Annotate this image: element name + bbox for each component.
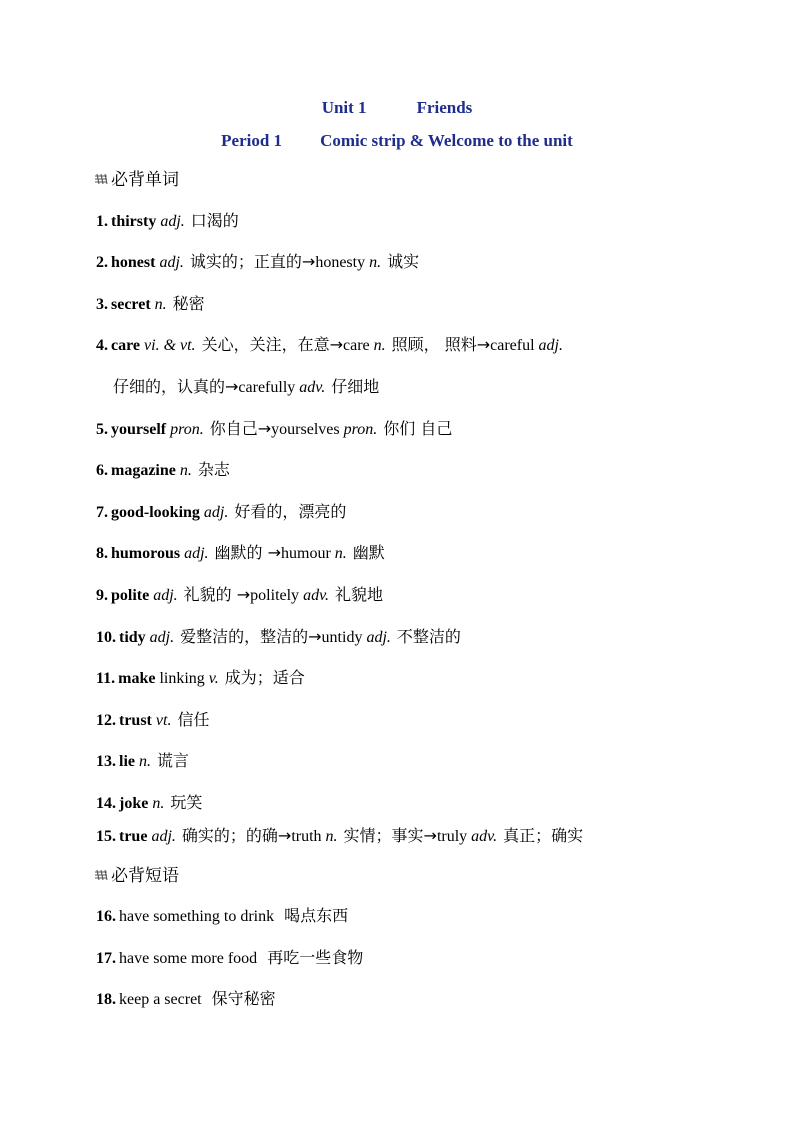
entry-word: yourself [111, 421, 167, 438]
section-words-title: 必背单词 [111, 170, 179, 190]
word-entry [96, 294, 205, 315]
entry-number: 2. [96, 254, 108, 271]
entry-number: 6. [96, 462, 108, 479]
entry-meaning: 确实的；的确→ [181, 826, 292, 845]
derived-meaning: 照顾， 照料→ [391, 335, 491, 354]
derived-meaning: 幽默 [352, 543, 385, 562]
derived-word: untidy [321, 629, 363, 646]
derived-pos-2: adv. [471, 828, 498, 845]
derived-word-2: truly [436, 828, 468, 845]
derived-word: politely [250, 587, 300, 604]
entry-number: 9. [96, 587, 108, 604]
unit-topic: Friends [416, 98, 473, 117]
continuation-word: carefully [238, 379, 296, 396]
entry-pos: n. [139, 753, 151, 770]
entry-pos: pron. [170, 421, 204, 438]
derived-word: yourselves [271, 421, 340, 438]
entry-number: 16. [96, 908, 116, 925]
word-entry [96, 502, 346, 523]
continuation-pos: adv. [299, 379, 326, 396]
unit-title [0, 98, 794, 118]
entry-meaning: 爱整洁的，整洁的→ [180, 627, 322, 646]
entry-meaning: 成为；适合 [224, 668, 305, 687]
continuation-meaning: 仔细的，认真的→ [113, 377, 239, 396]
phrase-meaning: 喝点东西 [284, 906, 349, 925]
entry-word: thirsty [111, 213, 157, 230]
entry-number: 18. [96, 991, 116, 1008]
entry-meaning: 口渴的 [190, 211, 239, 230]
entry-pos: vt. [155, 712, 172, 729]
entry-meaning: 关心，关注，在意→ [201, 335, 343, 354]
entry-meaning: 秘密 [172, 294, 205, 313]
entry-word: joke [119, 795, 149, 812]
entry-word: secret [111, 296, 151, 313]
derived-meaning: 实情；事实→ [343, 826, 437, 845]
entry-word-rest: linking [159, 670, 205, 687]
entry-word: trust [119, 712, 152, 729]
entry-number: 10. [96, 629, 116, 646]
derived-pos: n. [369, 254, 382, 271]
word-entry [96, 627, 461, 648]
entry-pos: n. [152, 795, 165, 812]
derived-pos: adv. [303, 587, 329, 604]
word-entry [96, 793, 202, 814]
period-label: Period 1 [221, 131, 283, 150]
derived-word: care [342, 337, 370, 354]
entry-number: 11. [96, 670, 116, 687]
entry-number: 12. [96, 712, 116, 729]
entry-meaning: 幽默的 → [214, 543, 282, 562]
entry-meaning: 好看的，漂亮的 [234, 502, 347, 521]
entry-pos: adj. [153, 587, 178, 604]
entry-meaning: 杂志 [197, 460, 230, 479]
entry-pos: adj. [159, 254, 184, 271]
entry-word: care [111, 337, 141, 354]
phrase-meaning: 再吃一些食物 [267, 948, 364, 967]
entry-pos: adj. [149, 629, 175, 646]
word-entry [96, 751, 189, 772]
entry-word: tidy [119, 629, 146, 646]
entry-word: honest [111, 254, 156, 271]
entry-pos: adj. [203, 504, 229, 521]
entry-word: lie [119, 753, 135, 770]
derived-pos: n. [334, 545, 347, 562]
derived-pos-2: adj. [538, 337, 563, 354]
section-mark-icon [94, 174, 108, 184]
section-phrases-title: 必背短语 [111, 866, 179, 886]
entry-number: 17. [96, 950, 116, 967]
derived-word: humour [281, 545, 331, 562]
derived-meaning: 你们 自己 [383, 419, 453, 438]
phrase-entry [96, 948, 363, 969]
word-entry [96, 585, 383, 606]
entry-number: 1. [96, 213, 108, 230]
section-words-heading [94, 165, 179, 190]
entry-number: 14. [96, 795, 116, 812]
entry-meaning: 信任 [177, 710, 210, 729]
entry-word: humorous [111, 545, 181, 562]
phrase-english: have something to drink [119, 908, 275, 925]
entry-number: 7. [96, 504, 108, 521]
word-entry [96, 826, 583, 847]
derived-meaning: 礼貌地 [334, 585, 383, 604]
entry-meaning: 谎言 [157, 751, 190, 770]
derived-meaning-2: 真正；确实 [503, 826, 584, 845]
derived-meaning: 不整洁的 [396, 627, 461, 646]
word-entry [96, 543, 385, 564]
word-entry [96, 252, 419, 273]
section-phrases-heading [94, 861, 179, 886]
entry-number: 5. [96, 421, 108, 438]
continuation-meaning-2: 仔细地 [331, 377, 380, 396]
phrase-english: keep a secret [119, 991, 202, 1008]
entry-meaning: 礼貌的 → [183, 585, 251, 604]
entry-pos: adj. [151, 828, 176, 845]
derived-word: honesty [315, 254, 366, 271]
derived-pos: n. [325, 828, 338, 845]
derived-pos: pron. [343, 421, 378, 438]
entry-number: 8. [96, 545, 108, 562]
derived-word: truth [291, 828, 322, 845]
entry-number: 15. [96, 828, 116, 845]
entry-pos: adj. [184, 545, 209, 562]
word-entry [96, 668, 305, 689]
derived-word-2: careful [490, 337, 535, 354]
phrase-meaning: 保守秘密 [211, 989, 276, 1008]
section-mark-icon [94, 870, 108, 880]
word-entry [96, 335, 563, 356]
entry-number: 4. [96, 337, 108, 354]
entry-meaning: 你自己→ [209, 419, 272, 438]
phrase-entry [96, 906, 348, 927]
entry-meaning: 诚实的；正直的→ [189, 252, 316, 271]
entry-pos: v. [208, 670, 219, 687]
entry-pos: vi. & vt. [144, 337, 196, 354]
entry-word: make [118, 670, 156, 687]
entry-word: true [119, 828, 148, 845]
entry-word: magazine [111, 462, 176, 479]
entry-pos: n. [154, 296, 167, 313]
period-title [0, 131, 794, 151]
period-topic: Comic strip & Welcome to the unit [320, 131, 573, 150]
entry-meaning: 玩笑 [170, 793, 203, 812]
unit-label: Unit 1 [321, 98, 367, 117]
word-entry-continuation [113, 377, 379, 398]
entry-number: 3. [96, 296, 108, 313]
word-entry [96, 419, 452, 440]
word-entry [96, 710, 209, 731]
derived-pos: n. [373, 337, 386, 354]
entry-pos: adj. [160, 213, 185, 230]
derived-meaning: 诚实 [387, 252, 420, 271]
word-entry [96, 460, 230, 481]
phrase-entry [96, 989, 276, 1010]
phrase-english: have some more food [119, 950, 258, 967]
word-entry [96, 211, 239, 232]
entry-word: polite [111, 587, 150, 604]
entry-number: 13. [96, 753, 116, 770]
derived-pos: adj. [366, 629, 391, 646]
entry-word: good-looking [111, 504, 200, 521]
entry-pos: n. [179, 462, 192, 479]
